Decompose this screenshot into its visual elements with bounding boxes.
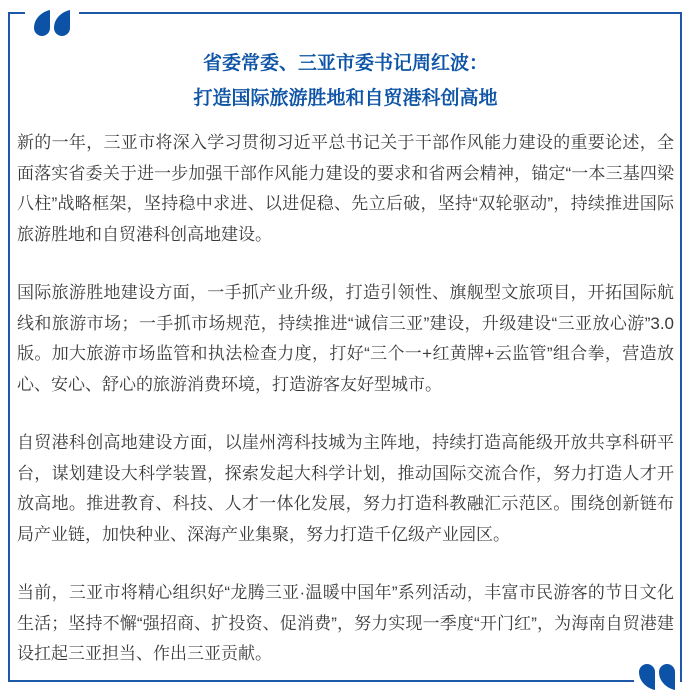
title-line-1: 省委常委、三亚市委书记周红波： [202, 53, 488, 74]
article-content [17, 46, 674, 695]
open-quote-icon [25, 1, 79, 45]
paragraph-overview: 新的一年，三亚市将深入学习贯彻习近平总书记关于干部作风能力建设的重要论述，全面落实省委关于进一步加强干部作风能力建设的要求和省两会精神，锚定“一本三基四梁八柱”战略框架，坚持稳中求进、以进促稳、先立后破，坚持“双轮驱动”，持续推进国际旅游胜地和自贸港科创高地建设。 [17, 133, 674, 244]
close-quote-icon [634, 658, 680, 695]
paragraph-current-work: 当前，三亚市将精心组织好“龙腾三亚·温暖中国年”系列活动，丰富市民游客的节日文化生活；坚持不懈“强招商、扩投资、促消费”，努力实现一季度“开门红”，为海南自贸港建设扛起三亚担当、作出三亚贡献。 [17, 583, 674, 663]
title-line-2: 打造国际旅游胜地和自贸港科创高地 [193, 88, 498, 109]
article-title [17, 46, 674, 116]
paragraph-tourism: 国际旅游胜地建设方面，一手抓产业升级，打造引领性、旗舰型文旅项目，开拓国际航线和旅游市场；一手抓市场规范，持续推进“诚信三亚”建设，升级建设“三亚放心游”3.0版。加大旅游市场监管和执法检查力度，打好“三个一+红黄牌+云监管”组合拳，营造放心、安心、舒心的旅游消费环境，打造游客友好型城市。 [17, 283, 674, 394]
paragraph-sci-tech: 自贸港科创高地建设方面，以崖州湾科技城为主阵地，持续打造高能级开放共享科研平台，谋划建设大科学装置，探索发起大科学计划，推动国际交流合作，努力打造人才开放高地。推进教育、科技、人才一体化发展，努力打造科教融汇示范区。围绕创新链布局产业链，加快种业、深海产业集聚，努力打造千亿级产业园区。 [17, 433, 674, 544]
